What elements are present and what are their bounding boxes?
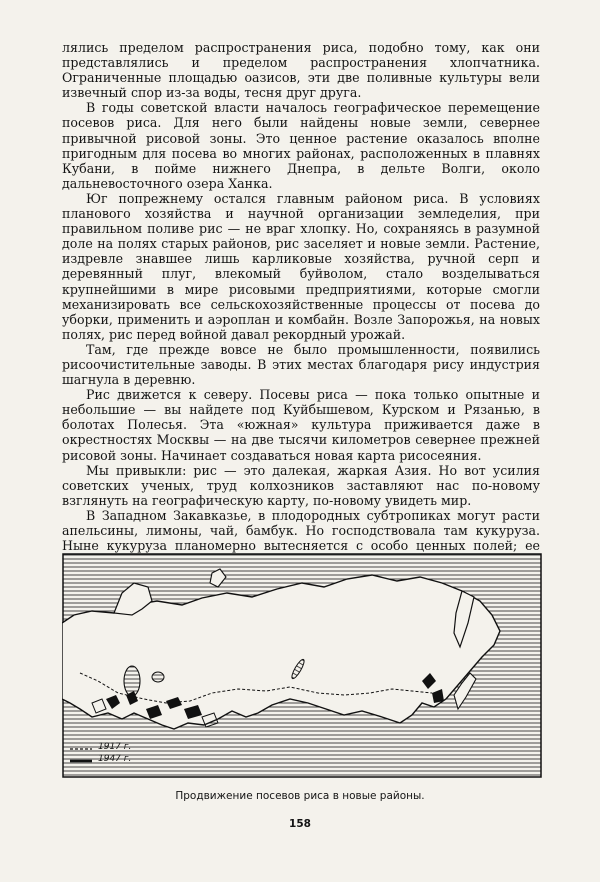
rice-map-figure (62, 553, 542, 778)
legend-1917: 1917 г. (98, 742, 132, 752)
paragraph: Рис движется к северу. Посевы риса — пока только опытные и небольшие — вы найдете под Куйбышевом, Курском и Рязанью, в болотах Полесья. Эта «южная» культура приживается даже в окрестностях Москвы — на две тысячи километров севернее прежней рисовой зоны. Начинает создаваться новая карта рисосеяния. (62, 387, 540, 463)
page-number: 158 (289, 818, 311, 830)
paragraph: лялись пределом распространения риса, подобно тому, как они представлялись и пределом распространения хлопчатника. Ограниченные площадью оазисов, эти две поливные культуры вели извечный спор из-за воды, тесня друг друга. (62, 40, 540, 101)
map-aral (152, 672, 164, 682)
rice-map (62, 553, 542, 778)
paragraph: В годы советской власти началось географическое перемещение посевов риса. Для него были найдены новые земли, севернее привычной рисовой зоны. Это ценное растение оказалось вполне пригодным для посева во многих районах, расположенных в плавнях Кубани, в пойме нижнего Днепра, в дельте Волги, около дальневосточного озера Ханка. (62, 100, 540, 191)
paragraph: Юг попрежнему остался главным районом риса. В условиях планового хозяйства и научной организации земледелия, при правильном поливе рис — не враг хлопку. Но, сохраняясь в разумной доле на полях старых районов, рис заселяет и новые земли. Растение, издревле знавшее лишь карликовые хозяйства, ручной серп и деревянный плуг, влекомый буйволом, стало возделываться крупнейшими в мире рисовыми предприятиями, которые смогли механизировать все сельскохозяйственные процессы от посева до уборки, применить и аэроплан и комбайн. Возле Запорожья, на новых полях, рис перед войной давал рекордный урожай. (62, 190, 540, 342)
body-text (62, 40, 540, 583)
paragraph: Мы привыкли: рис — это далекая, жаркая Азия. Но вот усилия советских ученых, труд колхозников заставляют нас по-новому взглянуть на географическую карту, по-новому увидеть мир. (62, 462, 540, 508)
legend-1947: 1947 г. (98, 754, 132, 764)
paragraph: В Западном Закавказье, в плодородных субтропиках могут расти апельсины, лимоны, чай, бамбук. Но господствовала там кукуруза. Ныне кукуруза планомерно вытесняется с особо ценных полей; ее (62, 507, 540, 554)
figure-caption: Продвижение посевов риса в новые районы. (175, 790, 425, 802)
paragraph: Там, где прежде вовсе не было промышленности, появились рисоочистительные заводы. В этих местах благодаря рису индустрия шагнула в деревню. (62, 341, 540, 388)
map-caspian (124, 666, 140, 696)
